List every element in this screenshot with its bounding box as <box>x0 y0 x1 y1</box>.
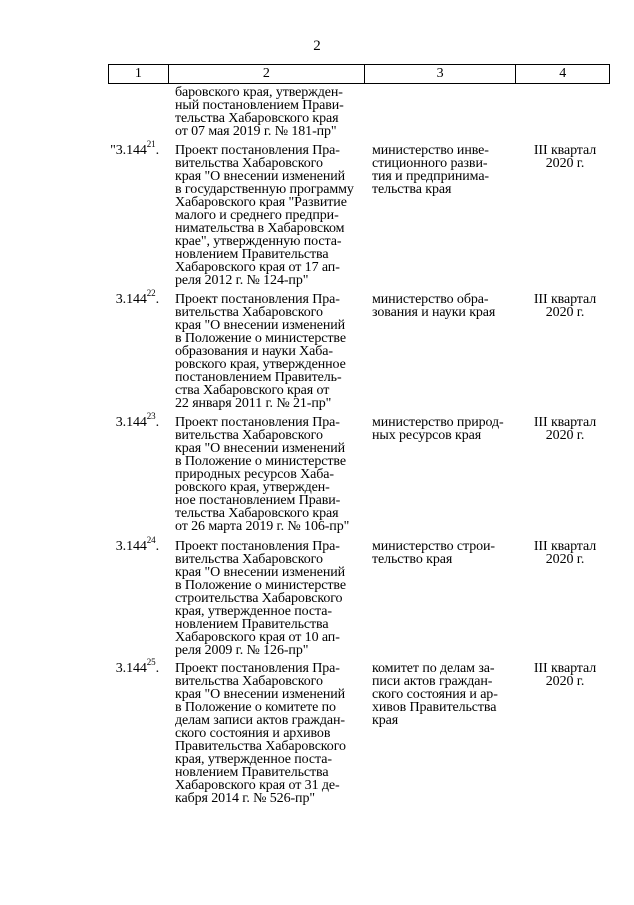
row-term: III квартал 2020 г. <box>533 661 597 689</box>
row-number-sup: 24 <box>146 535 156 546</box>
row-term: III квартал 2020 г. <box>533 539 597 567</box>
row-number-suffix: . <box>155 539 159 554</box>
row-executor: министерство инве- стиционного разви- тия и предпринима- тельства края <box>372 143 489 197</box>
row-number-suffix: . <box>155 292 159 307</box>
row-title: Проект постановления Пра- вительства Хабаровского края "О внесении изменений в государственную программу Хабаровского края "Развитие малого и среднего предпри- нимательства в Хабаровском крае", утвержденную поста- новлением Правительства Хабаровского края от 17 ап- реля 2012 г. № 124-пр" <box>175 143 354 288</box>
row-title: Проект постановления Пра- вительства Хабаровского края "О внесении изменений в Положение о комитете по делам записи актов граждан- ского состояния и архивов Правительства Хабаровского края, утвержденное поста- новлением Правительства Хабаровского края от 31 де- кабря 2014 г. № 526-пр" <box>175 661 346 806</box>
row-number-suffix: . <box>155 415 159 430</box>
header-col-4: 4 <box>559 66 567 81</box>
row-executor: министерство строи- тельство края <box>372 539 495 567</box>
header-col-3: 3 <box>365 65 516 83</box>
header-col-2: 2 <box>169 65 365 83</box>
row-number-main: 3.144 <box>115 415 147 430</box>
row-title: Проект постановления Пра- вительства Хабаровского края "О внесении изменений в Положение о министерстве природных ресурсов Хаба- ровского края, утвержден- ное постановлением Прави- тельства Хабаровского края от 26 марта 2019 г. № 106-пр" <box>175 415 350 534</box>
row-term: III квартал 2020 г. <box>533 415 597 443</box>
row-number <box>104 411 159 430</box>
row-number-sup: 22 <box>146 288 156 299</box>
row-number <box>104 288 159 307</box>
row-number-main: "3.144 <box>110 143 147 158</box>
row-executor: комитет по делам за- писи актов граждан- ского состояния и ар- хивов Правительства края <box>372 661 498 728</box>
header-col-1: 1 <box>109 65 169 83</box>
page-number: 2 <box>313 38 321 54</box>
row-number-main: 3.144 <box>115 661 147 676</box>
row-number <box>104 535 159 554</box>
row-executor: министерство природ- ных ресурсов края <box>372 415 504 443</box>
row-number <box>104 139 159 158</box>
row-number-sup: 23 <box>146 411 156 422</box>
row-number-suffix: . <box>155 143 159 158</box>
row-term: III квартал 2020 г. <box>533 143 597 171</box>
row-title: Проект постановления Пра- вительства Хабаровского края "О внесении изменений в Положение о министерстве строительства Хабаровского края, утвержденное поста- новлением Правительства Хабаровского края от 10 ап- реля 2009 г. № 126-пр" <box>175 539 346 658</box>
row-number-main: 3.144 <box>115 292 147 307</box>
row-number-sup: 21 <box>146 139 156 150</box>
continuation-text: баровского края, утвержден- ный постановлением Прави- тельства Хабаровского края от 07 мая 2019 г. № 181-пр" <box>175 85 344 139</box>
row-number-sup: 25 <box>146 657 156 668</box>
row-number <box>104 657 159 676</box>
row-number-main: 3.144 <box>115 539 147 554</box>
table-header <box>108 64 610 84</box>
row-term: III квартал 2020 г. <box>533 292 597 320</box>
row-executor: министерство обра- зования и науки края <box>372 292 496 320</box>
row-title: Проект постановления Пра- вительства Хабаровского края "О внесении изменений в Положение о министерстве образования и науки Хаба- ровского края, утвержденное постановлением Правитель- ства Хабаровского края от 22 января 2011 г. № 21-пр" <box>175 292 346 411</box>
row-number-suffix: . <box>155 661 159 676</box>
